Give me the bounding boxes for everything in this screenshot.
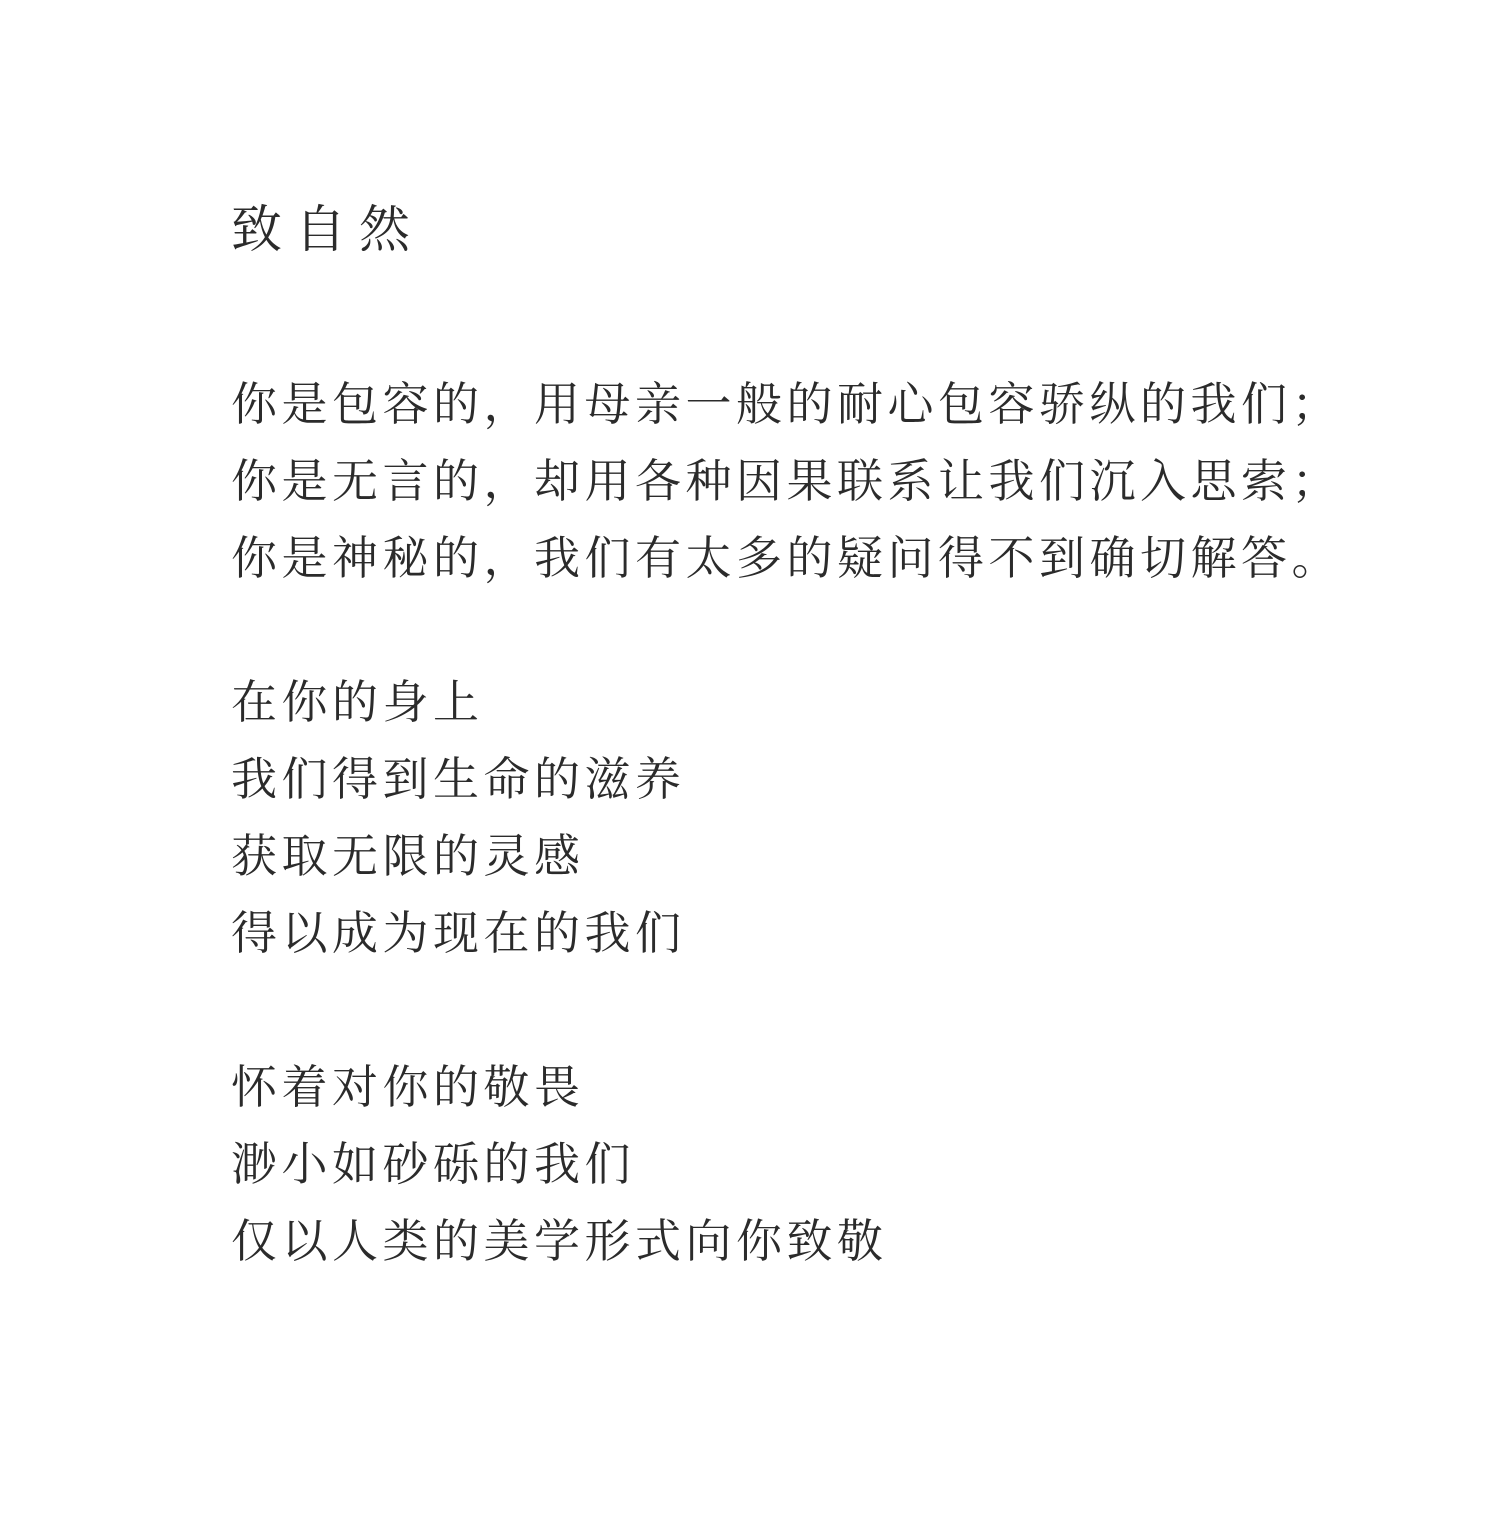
poem-line: 我们得到生命的滋养 — [231, 753, 686, 805]
poem-stanza — [231, 664, 1342, 972]
poem-line: 你是无言的，却用各种因果联系让我们沉入思索； — [231, 455, 1342, 507]
poem-stanza — [231, 366, 1342, 597]
poem-line: 获取无限的灵感 — [231, 830, 585, 882]
poem-line: 在你的身上 — [231, 676, 484, 728]
poem-line: 仅以人类的美学形式向你致敬 — [231, 1215, 888, 1267]
poem-content — [231, 198, 1342, 1280]
poem-line: 渺小如砂砾的我们 — [231, 1138, 635, 1190]
poem-line: 得以成为现在的我们 — [231, 907, 686, 959]
poem-title: 致自然 — [231, 201, 424, 258]
poem-stanza — [231, 1049, 1342, 1280]
poem-line: 你是包容的，用母亲一般的耐心包容骄纵的我们； — [231, 378, 1342, 430]
poem-line: 你是神秘的，我们有太多的疑问得不到确切解答。 — [231, 532, 1342, 584]
poem-line: 怀着对你的敬畏 — [231, 1061, 585, 1113]
